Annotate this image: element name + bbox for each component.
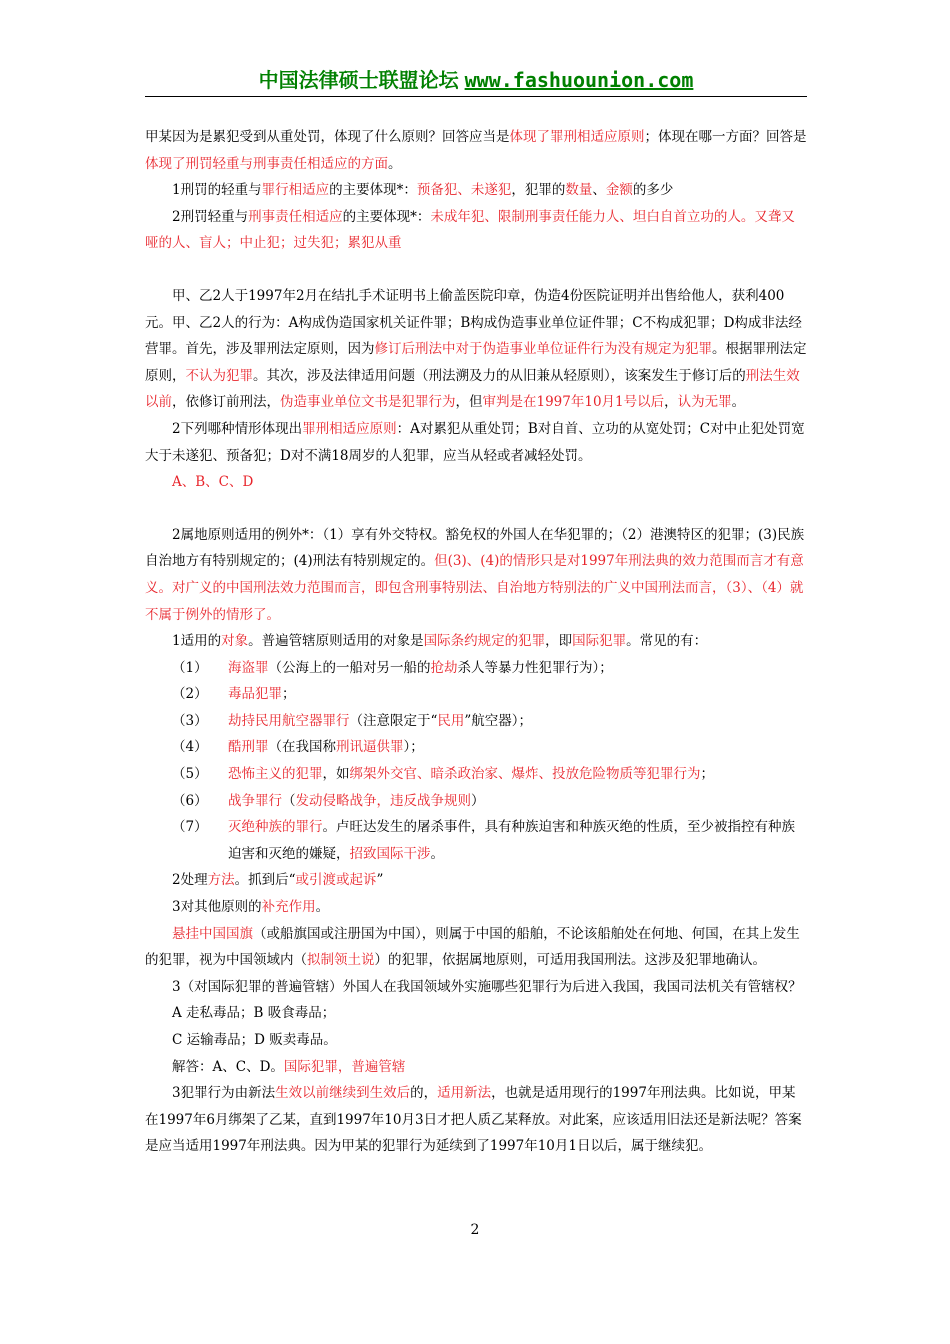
- emphasis: 恐怖主义的犯罪: [228, 766, 323, 783]
- page-header: [145, 64, 807, 97]
- emphasis: 灭绝种族的罪行: [228, 819, 323, 836]
- emphasis: 补充作用: [261, 899, 316, 916]
- emphasis: 审判是在1997年10月1号以后: [482, 394, 665, 411]
- paragraph-forgery-case: [145, 283, 807, 416]
- paragraph-chinese-flag-ships: [145, 921, 807, 974]
- emphasis: 抢劫: [430, 659, 458, 676]
- text: ，但: [455, 394, 483, 411]
- emphasis: 数量: [565, 182, 593, 199]
- paragraph-territorial-exceptions: [145, 522, 807, 628]
- text: 、: [592, 182, 606, 199]
- text: ”航空器）；: [464, 712, 533, 729]
- emphasis: 方法: [207, 872, 235, 889]
- option-line-cd: C 运输毒品；D 贩卖毒品。: [172, 1032, 337, 1048]
- text: 。常见的有：: [626, 633, 708, 650]
- text: 的多少: [632, 182, 674, 199]
- document-body: [145, 124, 807, 1160]
- text: 的主要体现*：: [342, 208, 431, 225]
- text: （公海上的一船对另一船的: [268, 659, 431, 676]
- text: ）；: [403, 739, 424, 756]
- text: 1适用的: [172, 633, 222, 650]
- option-line-ab: A 走私毒品；B 吸食毒品；: [172, 1005, 336, 1022]
- text: 2刑罚轻重与: [172, 208, 249, 225]
- text: 。普遍管辖原则适用的对象是: [248, 633, 424, 650]
- emphasis: 体现了罪刑相适应原则: [509, 129, 645, 145]
- text: 。: [388, 155, 402, 172]
- emphasis: 未成年犯、限制刑事责任能力人、坦白自首立功的人。又聋又哑的人、盲人；中止犯；过失犯；累犯从重: [145, 208, 795, 252]
- emphasis: 发动侵略战争，违反战争规则: [295, 792, 471, 809]
- text: ；: [282, 686, 296, 703]
- emphasis: 刑事责任相适应: [248, 208, 343, 225]
- emphasis: 或引渡或起诉: [295, 872, 377, 889]
- emphasis: 绑架外交官、暗杀政治家、爆炸、投放危险物质等犯罪行为: [349, 766, 701, 783]
- text: 3犯罪行为由新法: [172, 1085, 276, 1102]
- list-item: [172, 655, 807, 682]
- text: （或船旗国或注册国为中国），则属于中国的船舶，不论该船舶处在何地、何国，在其上发生的犯罪，视为中国领域内（: [145, 925, 800, 969]
- emphasis: 修订后刑法中对于伪造事业单位证件行为没有规定为犯罪: [374, 341, 712, 358]
- text: 。: [315, 899, 330, 916]
- text: 2属地原则适用的例外*：（1）享有外交特权。豁免权的外国人在华犯罪的；（2）港澳特区的犯罪；(3)民族自治地方有特别规定的；(4)刑法有特别规定的。: [145, 526, 805, 570]
- text: ；: [700, 766, 714, 783]
- text: 甲某因为是累犯受到从重处罚，体现了什么原则？回答应当是: [145, 129, 510, 145]
- text: 。其次，涉及法律适用问题（刑法溯及力的从旧兼从轻原则），该案发生于修订后的: [253, 367, 746, 384]
- text: 。抓到后“: [234, 872, 296, 889]
- paragraph-question-2: [145, 416, 807, 469]
- item-number: （1）: [172, 659, 208, 676]
- text: ）: [471, 792, 485, 809]
- text: ；体现在哪一方面？回答是: [644, 129, 807, 145]
- text: ”: [376, 872, 384, 889]
- text: ，犯罪的: [511, 182, 566, 199]
- list-item: [172, 761, 807, 788]
- list-item: [172, 681, 807, 708]
- text: ，即: [545, 633, 573, 650]
- text: 。根据罪刑法定原则，: [145, 341, 807, 384]
- text: 解答：A、C、D。: [172, 1058, 284, 1075]
- emphasis: 国际犯罪: [283, 1058, 338, 1075]
- paragraph-universal-jurisdiction: [145, 628, 807, 655]
- text: （: [282, 792, 296, 809]
- paragraph-continuing-offense: [145, 1080, 807, 1160]
- text: （注意限定于“: [349, 712, 438, 729]
- text: 甲、乙2人于1997年2月在结扎手术证明书上偷盖医院印章，伪造4份医院证明并出售给他人，获利400元。甲、乙2人的行为：A构成伪造国家机关证件罪；B构成伪造事业单位证件罪；C不构成犯罪；D构成非法经营罪。首先，涉及罪刑法定原则，因为: [145, 287, 802, 358]
- item-number: （2）: [172, 686, 208, 703]
- text: 的主要体现*：: [329, 182, 417, 199]
- page-number: 2: [470, 1222, 480, 1238]
- emphasis: 拟制领土说: [307, 952, 375, 969]
- emphasis: 但(3)、(4)的情形只是对1997年刑法典的效力范围而言才有意义。对广义的中国刑法效力范围而言，即包含刑事特别法、自治地方特别法的广义中国刑法而言，（3）、（4）就不属于例外的情形了。: [145, 553, 804, 623]
- item-number: （6）: [172, 792, 208, 809]
- item-number: （3）: [172, 712, 208, 729]
- emphasis: 预备犯、未遂犯: [416, 182, 512, 199]
- text: 的，: [410, 1085, 438, 1102]
- paragraph-answer-3: [145, 1054, 807, 1081]
- list-item: [172, 708, 807, 735]
- emphasis: 认为无罪: [677, 394, 732, 411]
- text: ，: [664, 394, 678, 411]
- answer-abcd: A、B、C、D: [172, 474, 254, 491]
- paragraph-responsibility-proportion: [145, 204, 807, 257]
- text: 2下列哪种情形体现出: [172, 420, 303, 437]
- emphasis: 招致国际干涉: [349, 845, 431, 862]
- paragraph-supplementary-role: [145, 894, 807, 921]
- text: ，如: [322, 766, 350, 783]
- emphasis: 刑法生效以前: [145, 367, 800, 411]
- text: （在我国称: [268, 739, 336, 756]
- emphasis: 伪造事业单位文书是犯罪行为: [280, 394, 456, 411]
- emphasis: 对象: [221, 633, 249, 650]
- text: ，也就是适用现行的1997年刑法典。比如说，甲某在1997年6月绑架了乙某，直到1997年10月3日才把人质乙某释放。对此案，应该适用旧法还是新法呢？答案是应当适用1997年刑法典。因为甲某的犯罪行为延续到了1997年10月1日以后，属于继续犯。: [145, 1085, 802, 1155]
- emphasis: 不认为犯罪: [185, 367, 253, 384]
- emphasis: 战争罪行: [228, 792, 282, 809]
- list-item: [172, 734, 807, 761]
- list-item: [172, 788, 807, 815]
- forum-title: 中国法律硕士联盟论坛: [258, 68, 459, 92]
- emphasis: 刑讯逼供罪: [336, 739, 404, 756]
- paragraph-handling-method: [145, 867, 807, 894]
- paragraph-crime-proportion: [145, 177, 807, 204]
- emphasis: 国际犯罪: [572, 633, 627, 650]
- emphasis: ，: [337, 1058, 352, 1075]
- emphasis: 酷刑罪: [228, 739, 269, 756]
- emphasis: 劫持民用航空器罪行: [228, 712, 350, 729]
- text: 杀人等暴力性犯罪行为）；: [457, 659, 613, 676]
- emphasis: 体现了刑罚轻重与刑事责任相适应的方面: [145, 155, 388, 172]
- text: 。: [430, 845, 444, 862]
- text: 。: [731, 394, 746, 411]
- item-number: （5）: [172, 766, 208, 783]
- text: 。卢旺达发生的屠杀事件，具有种族迫害和种族灭绝的性质，至少被指控有种族迫害和灭绝的嫌疑，: [228, 819, 795, 862]
- list-item: [172, 814, 807, 867]
- emphasis: 国际条约规定的犯罪: [423, 633, 546, 650]
- paragraph-principle-question: [145, 124, 807, 177]
- item-number: （7）: [172, 819, 208, 836]
- text: ，依修订前刑法，: [172, 394, 280, 411]
- emphasis: 适用新法: [437, 1085, 492, 1102]
- emphasis: 普遍管辖: [351, 1058, 406, 1075]
- emphasis: 金额: [605, 182, 633, 199]
- emphasis: 罪行相适应: [261, 182, 330, 199]
- emphasis: 民用: [437, 712, 465, 729]
- text: 3对其他原则的: [172, 899, 262, 916]
- text: ：A对累犯从重处罚；B对自首、立功的从宽处罚；C对中止犯处罚宽大于未遂犯、预备犯；D对不满18周岁的人犯罪，应当从轻或者减轻处罚。: [145, 420, 805, 464]
- emphasis: 海盗罪: [228, 659, 269, 676]
- text: 1刑罚的轻重与: [172, 182, 262, 199]
- text: 2处理: [172, 872, 208, 889]
- emphasis: 生效以前继续到生效后: [275, 1085, 411, 1102]
- item-number: （4）: [172, 739, 208, 756]
- emphasis: 罪刑相适应原则: [302, 420, 397, 437]
- forum-url[interactable]: www.fashuounion.com: [464, 68, 694, 92]
- text: ）的犯罪，依据属地原则，可适用我国刑法。这涉及犯罪地确认。: [374, 952, 766, 969]
- emphasis: 毒品犯罪: [228, 686, 282, 703]
- emphasis: 悬挂中国国旗: [172, 925, 253, 942]
- paragraph-question-3: 3（对国际犯罪的普遍管辖）外国人在我国领域外实施哪些犯罪行为后进入我国，我国司法机关有管辖权？: [172, 978, 802, 995]
